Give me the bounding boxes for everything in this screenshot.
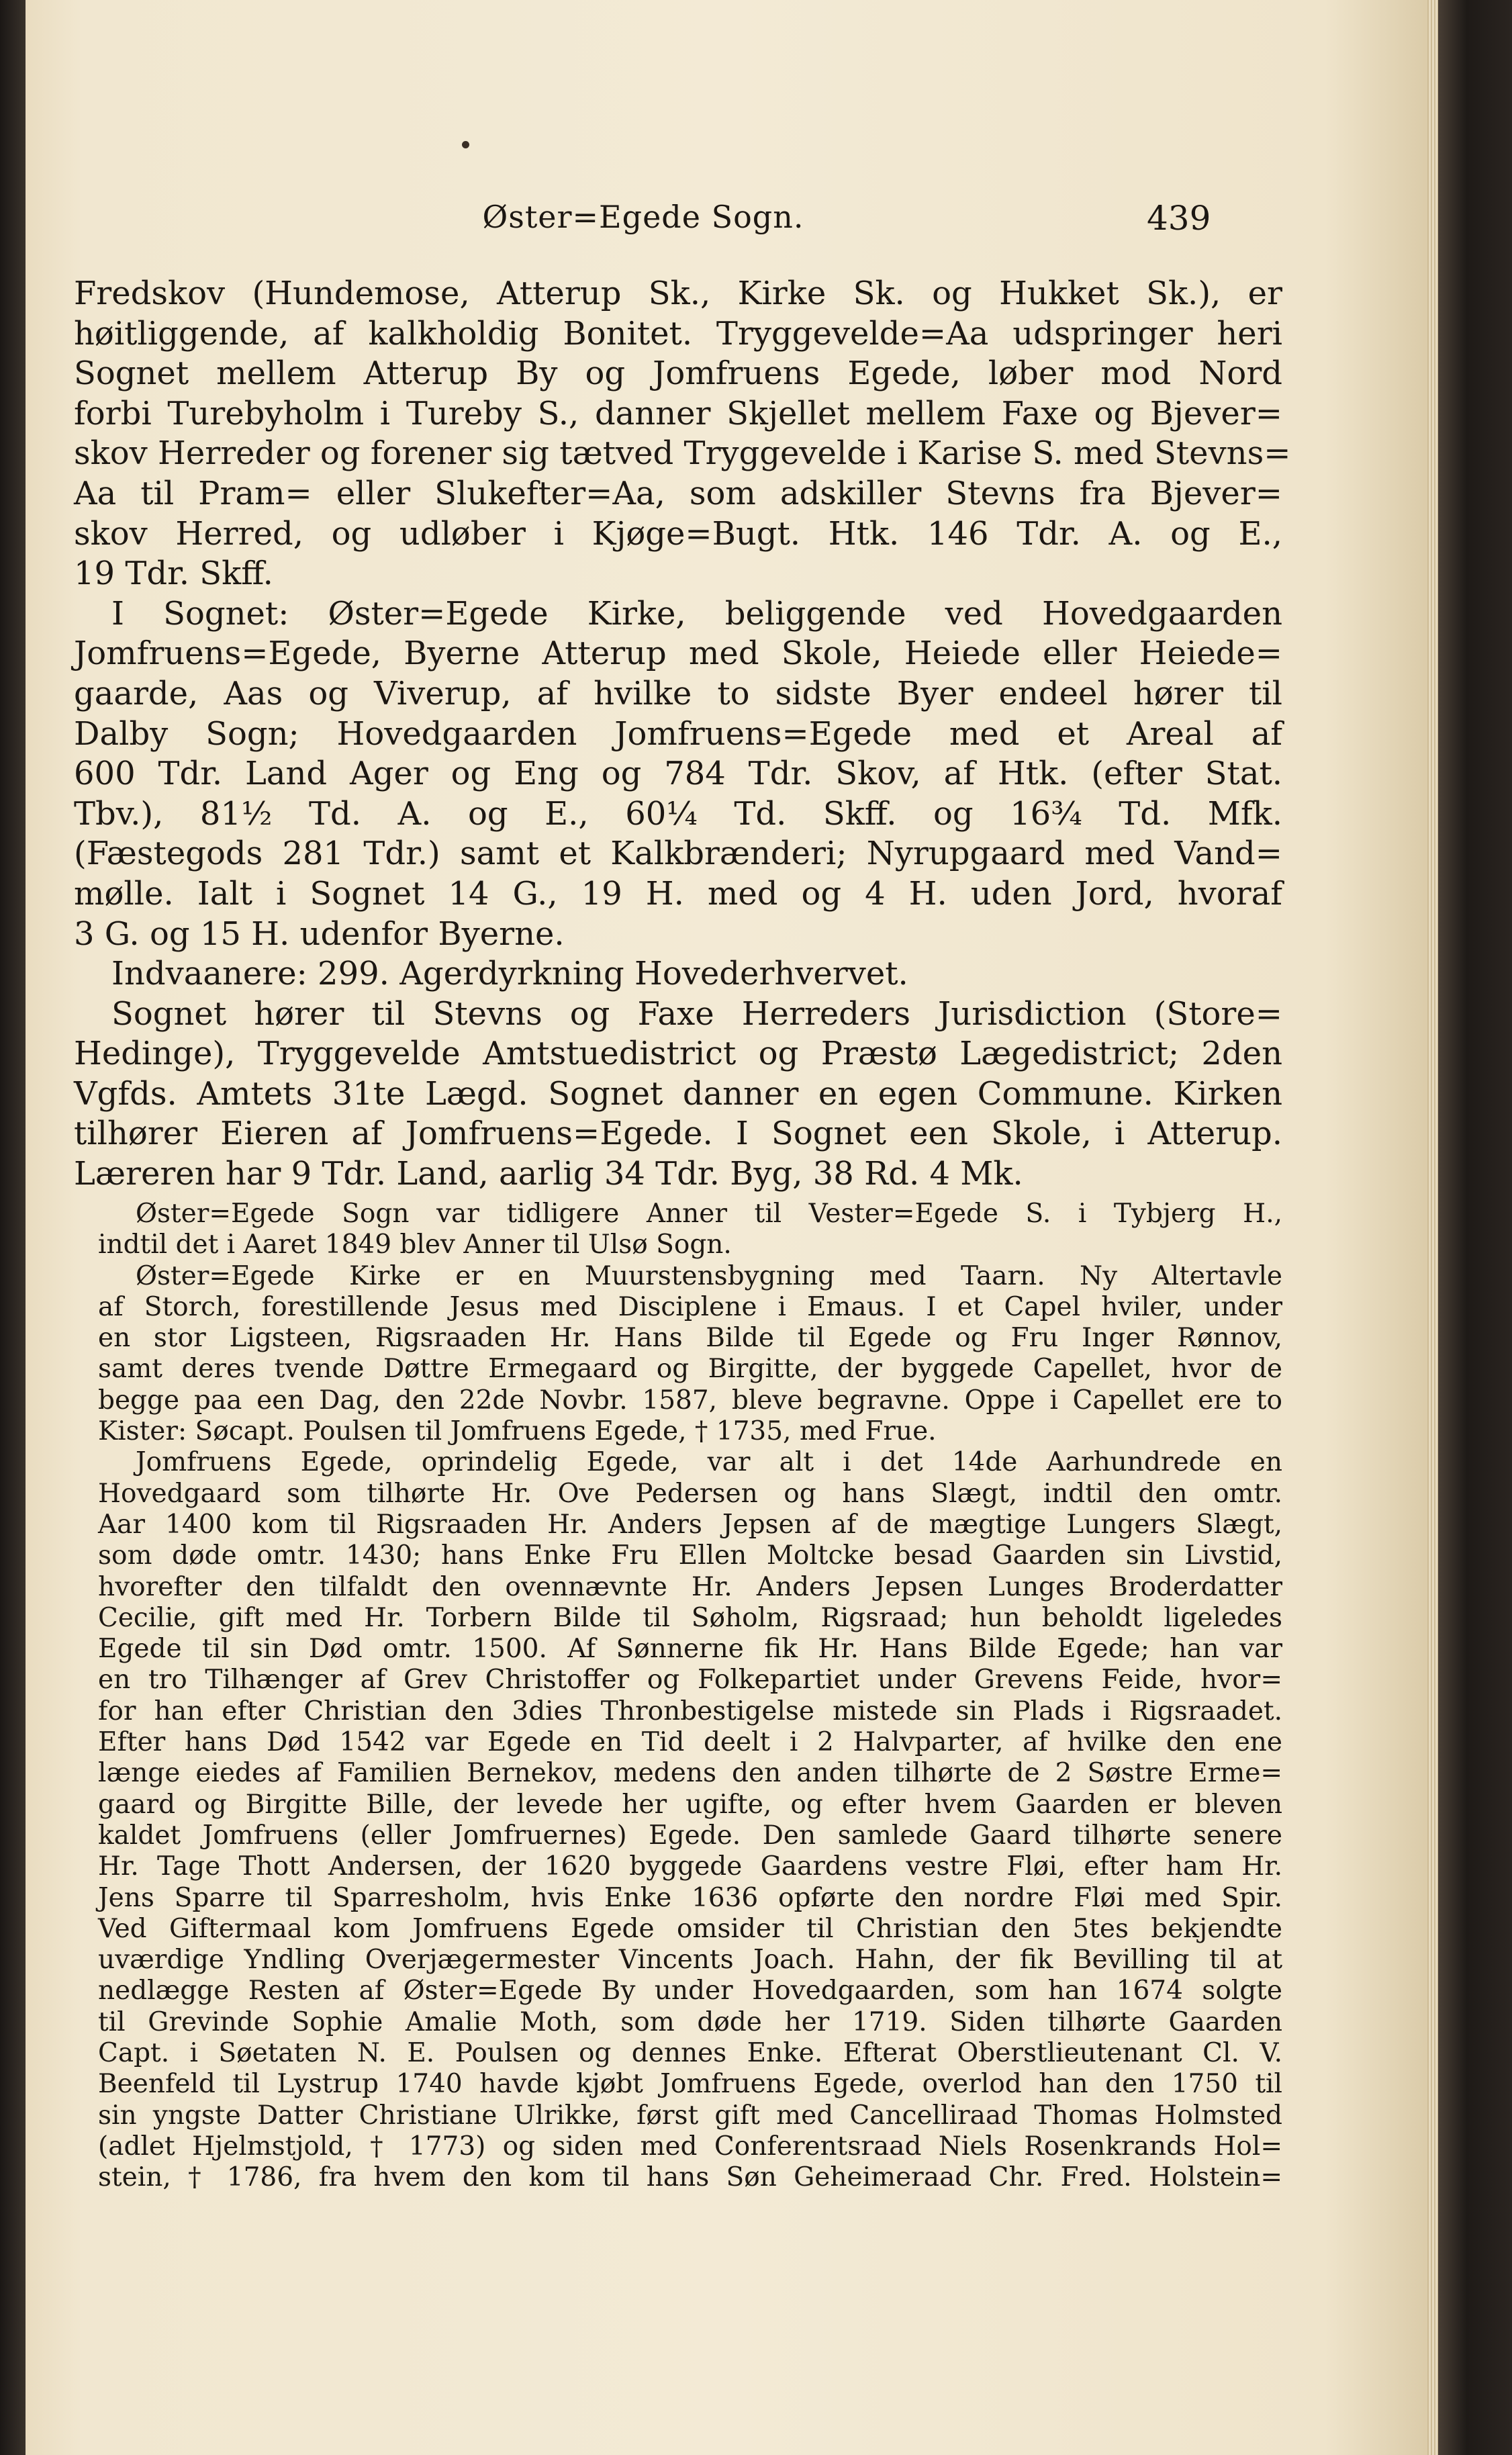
text-line: Sognet hører til Stevns og Faxe Herreders Jurisdiction (Store= (111, 994, 1282, 1033)
note-line: Kister: Søcapt. Poulsen til Jomfruens Egede, † 1735, med Frue. (98, 1416, 937, 1447)
note-line: Jens Sparre til Sparresholm, hvis Enke 1636 opførte den nordre Fløi med Spir. (98, 1882, 1282, 1913)
note-line: sin yngste Datter Christiane Ulrikke, først gift med Cancelliraad Thomas Holmsted (98, 2100, 1282, 2131)
note-line: længe eiedes af Familien Bernekov, medens den anden tilhørte de 2 Søstre Erme= (98, 1758, 1282, 1789)
text-line: Jomfruens=Egede, Byerne Atterup med Skole, Heiede eller Heiede= (74, 635, 1282, 673)
note-line: Cecilie, gift med Hr. Torbern Bilde til Søholm, Rigsraad; hun beholdt ligeledes (98, 1602, 1282, 1633)
running-title: Øster=Egede Sogn. (482, 199, 804, 235)
note-line: Jomfruens Egede, oprindelig Egede, var alt i det 14de Aarhundrede en (136, 1447, 1282, 1478)
text-line: tilhører Eieren af Jomfruens=Egede. I Sognet een Skole, i Atterup. (74, 1115, 1282, 1153)
note-line: hvorefter den tilfaldt den ovennævnte Hr. Anders Jepsen Lunges Broderdatter (98, 1571, 1282, 1602)
text-line: 19 Tdr. Skff. (74, 555, 273, 593)
note-line: af Storch, forestillende Jesus med Disciplene i Emaus. I et Capel hviler, under (98, 1291, 1282, 1322)
note-line: Øster=Egede Kirke er en Muurstensbygning med Taarn. Ny Altertavle (136, 1260, 1282, 1291)
text-line: 600 Tdr. Land Ager og Eng og 784 Tdr. Skov, af Htk. (efter Stat. (74, 755, 1282, 793)
text-line: Aa til Pram= eller Slukefter=Aa, som adskiller Stevns fra Bjever= (74, 474, 1282, 512)
note-line: begge paa een Dag, den 22de Novbr. 1587, bleve begravne. Oppe i Capellet ere to (98, 1385, 1282, 1416)
page-number: 439 (1147, 199, 1211, 238)
book-page (26, 0, 1438, 2455)
note-line: Øster=Egede Sogn var tidligere Anner til Vester=Egede S. i Tybjerg H., (136, 1199, 1282, 1229)
scan-background-right (1437, 0, 1512, 2455)
ink-spot (462, 141, 469, 148)
text-line: skov Herred, og udløber i Kjøge=Bugt. Htk. 146 Tdr. A. og E., (74, 514, 1282, 553)
text-line: (Fæstegods 281 Tdr.) samt et Kalkbrænderi; Nyrupgaard med Vand= (74, 835, 1282, 873)
page-header (26, 199, 1438, 252)
note-line: kaldet Jomfruens (eller Jomfruernes) Egede. Den samlede Gaard tilhørte senere (98, 1820, 1282, 1851)
note-line: Efter hans Død 1542 var Egede en Tid deelt i 2 Halvparter, af hvilke den ene (98, 1727, 1282, 1758)
text-line: Tbv.), 81½ Td. A. og E., 60¼ Td. Skff. og 16¾ Td. Mfk. (74, 794, 1282, 833)
note-line: Egede til sin Død omtr. 1500. Af Sønnerne fik Hr. Hans Bilde Egede; han var (98, 1634, 1282, 1665)
text-line: Sognet mellem Atterup By og Jomfruens Egede, løber mod Nord (74, 355, 1282, 393)
text-line: Hedinge), Tryggevelde Amtstuedistrict og Præstø Lægedistrict; 2den (74, 1035, 1282, 1073)
note-line: en tro Tilhænger af Grev Christoffer og Folkepartiet under Grevens Feide, hvor= (98, 1665, 1282, 1696)
note-line: Aar 1400 kom til Rigsraaden Hr. Anders Jepsen af de mægtige Lungers Slægt, (98, 1509, 1282, 1540)
text-line: gaarde, Aas og Viverup, af hvilke to sidste Byer endeel hører til (74, 674, 1282, 712)
text-line: Indvaanere: 299. Agerdyrkning Hovederhvervet. (111, 955, 908, 993)
note-line: Beenfeld til Lystrup 1740 havde kjøbt Jomfruens Egede, overlod han den 1750 til (98, 2069, 1282, 2100)
text-line: Dalby Sogn; Hovedgaarden Jomfruens=Egede med et Areal af (74, 714, 1282, 753)
text-line: forbi Turebyholm i Tureby S., danner Skjellet mellem Faxe og Bjever= (74, 394, 1282, 432)
text-line: I Sognet: Øster=Egede Kirke, beliggende ved Hovedgaarden (111, 594, 1282, 633)
text-line: mølle. Ialt i Sognet 14 G., 19 H. med og 4 H. uden Jord, hvoraf (74, 874, 1282, 913)
note-line: gaard og Birgitte Bille, der levede her ugifte, og efter hvem Gaarden er bleven (98, 1789, 1282, 1820)
text-line: skov Herreder og forener sig tætved Tryggevelde i Karise S. med Stevns= (74, 434, 1291, 473)
scan-background-left (0, 0, 27, 2455)
text-line: Læreren har 9 Tdr. Land, aarlig 34 Tdr. Byg, 38 Rd. 4 Mk. (74, 1155, 1023, 1193)
note-line: nedlægge Resten af Øster=Egede By under Hovedgaarden, som han 1674 solgte (98, 1976, 1282, 2006)
note-line: uværdige Yndling Overjægermester Vincents Joach. Hahn, der fik Bevilling til at (98, 1945, 1282, 1976)
note-line: Hr. Tage Thott Andersen, der 1620 byggede Gaardens vestre Fløi, efter ham Hr. (98, 1851, 1282, 1882)
text-line: Vgfds. Amtets 31te Lægd. Sognet danner en egen Commune. Kirken (74, 1074, 1282, 1113)
note-line: som døde omtr. 1430; hans Enke Fru Ellen Moltcke besad Gaarden sin Livstid, (98, 1540, 1282, 1571)
page-edge (1427, 0, 1438, 2455)
historical-notes (98, 1199, 1282, 2194)
text-line: 3 G. og 15 H. udenfor Byerne. (74, 915, 565, 953)
text-line: Fredskov (Hundemose, Atterup Sk., Kirke Sk. og Hukket Sk.), er (74, 275, 1282, 312)
note-line: samt deres tvende Døttre Ermegaard og Birgitte, der byggede Capellet, hvor de (98, 1354, 1282, 1385)
note-line: til Grevinde Sophie Amalie Moth, som døde her 1719. Siden tilhørte Gaarden (98, 2006, 1282, 2037)
note-line: en stor Ligsteen, Rigsraaden Hr. Hans Bilde til Egede og Fru Inger Rønnov, (98, 1323, 1282, 1354)
note-line: Ved Giftermaal kom Jomfruens Egede omsider til Christian den 5tes bekjendte (98, 1913, 1282, 1944)
main-text (74, 274, 1291, 1195)
note-line: indtil det i Aaret 1849 blev Anner til Ulsø Sogn. (98, 1230, 732, 1260)
note-line: stein, † 1786, fra hvem den kom til hans Søn Geheimeraad Chr. Fred. Holstein= (98, 2162, 1282, 2193)
note-line: (adlet Hjelmstjold, † 1773) og siden med Conferentsraad Niels Rosenkrands Hol= (98, 2131, 1282, 2162)
note-line: Hovedgaard som tilhørte Hr. Ove Pedersen og hans Slægt, indtil den omtr. (98, 1478, 1282, 1509)
note-line: Capt. i Søetaten N. E. Poulsen og dennes Enke. Efterat Oberstlieutenant Cl. V. (98, 2038, 1282, 2069)
note-line: for han efter Christian den 3dies Thronbestigelse mistede sin Plads i Rigsraadet. (98, 1696, 1282, 1726)
text-line: høitliggende, af kalkholdig Bonitet. Tryggevelde=Aa udspringer heri (74, 314, 1282, 353)
